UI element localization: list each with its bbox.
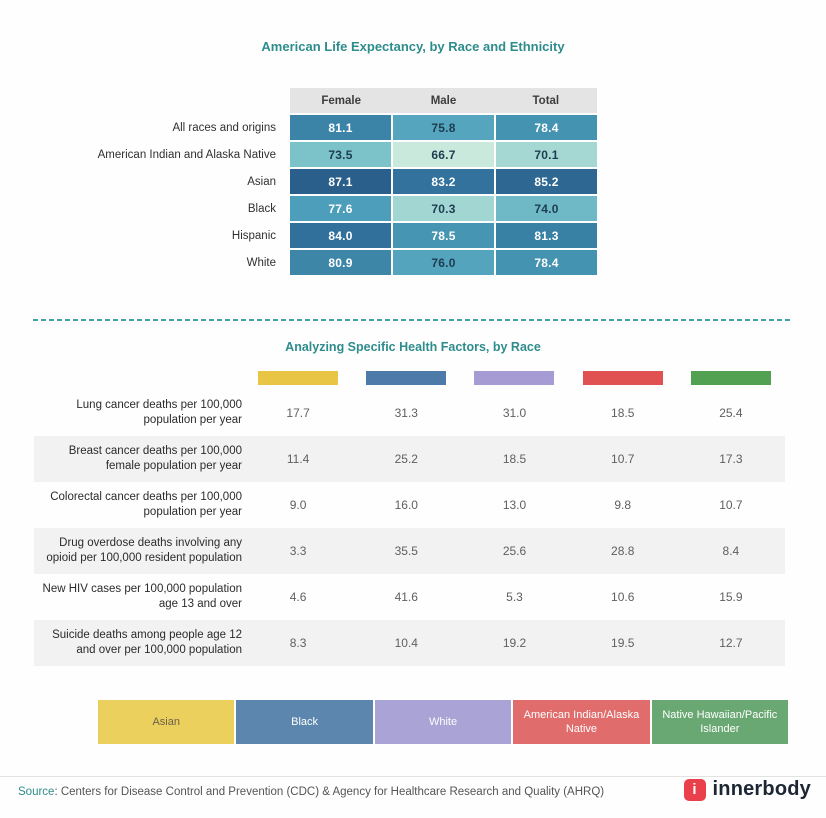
factor-value: 41.6 xyxy=(394,590,418,604)
innerbody-logo xyxy=(684,778,811,801)
factor-label: Drug overdose deaths involving any opioid per 100,000 resident population xyxy=(46,537,242,564)
factor-value: 9.8 xyxy=(614,498,632,512)
column-header-female: Female xyxy=(321,94,361,107)
heatmap-cell: 75.8 xyxy=(393,115,494,140)
health-factors-title: Analyzing Specific Health Factors, by Race xyxy=(285,340,541,354)
innerbody-icon: i xyxy=(684,779,706,801)
life-column-headers xyxy=(290,88,597,113)
heatmap-cell: 77.6 xyxy=(290,196,391,221)
column-color-bar-native-hawaiian-pacific-islander xyxy=(691,371,771,385)
column-color-bar-american-indian-alaska-native xyxy=(583,371,663,385)
heatmap-cell: 78.4 xyxy=(496,115,597,140)
legend-item-american-indian-alaska-native: American Indian/Alaska Native xyxy=(513,700,649,744)
heatmap-cell: 73.5 xyxy=(290,142,391,167)
dashed-divider xyxy=(33,319,793,321)
factor-value: 8.3 xyxy=(289,636,307,650)
factor-value: 19.5 xyxy=(611,636,635,650)
life-expectancy-table xyxy=(30,88,597,275)
heatmap-cell: 81.3 xyxy=(496,223,597,248)
heatmap-cell: 80.9 xyxy=(290,250,391,275)
heatmap-cell: 70.1 xyxy=(496,142,597,167)
heatmap-cell: 78.4 xyxy=(496,250,597,275)
heatmap-cell: 78.5 xyxy=(393,223,494,248)
heatmap-cell: 83.2 xyxy=(393,169,494,194)
factor-row xyxy=(34,390,785,436)
factor-value: 13.0 xyxy=(502,498,527,512)
source-text: : Centers for Disease Control and Prevention (CDC) & Agency for Healthcare Research and Quality (AHRQ) xyxy=(54,786,605,798)
factor-value: 18.5 xyxy=(611,406,635,420)
heatmap-cell: 76.0 xyxy=(393,250,494,275)
health-factors-table xyxy=(34,371,785,666)
row-label: Hispanic xyxy=(231,229,276,242)
factor-value: 18.5 xyxy=(502,452,527,466)
bar-cell xyxy=(677,371,785,385)
column-color-bar-white xyxy=(474,371,554,385)
life-header-spacer xyxy=(30,88,288,113)
factor-value: 9.0 xyxy=(289,498,307,512)
factor-value: 10.7 xyxy=(719,498,743,512)
factor-value: 10.6 xyxy=(611,590,635,604)
bar-cell xyxy=(352,371,460,385)
bar-cell xyxy=(244,371,352,385)
race-legend xyxy=(98,700,788,744)
factor-value: 12.7 xyxy=(719,636,743,650)
row-label: Black xyxy=(247,202,276,215)
row-label: White xyxy=(246,256,276,269)
bar-cell xyxy=(569,371,677,385)
factor-row xyxy=(34,574,785,620)
column-color-bar-black xyxy=(366,371,446,385)
factor-value: 17.7 xyxy=(286,406,310,420)
factor-label: New HIV cases per 100,000 population age 13 and over xyxy=(42,583,242,610)
heatmap-cell: 87.1 xyxy=(290,169,391,194)
factor-label: Breast cancer deaths per 100,000 female population per year xyxy=(68,445,242,472)
factor-value: 31.3 xyxy=(394,406,418,420)
innerbody-wordmark: innerbody xyxy=(712,778,811,800)
life-expectancy-title: American Life Expectancy, by Race and Ethnicity xyxy=(261,39,565,54)
factor-label: Colorectal cancer deaths per 100,000 population per year xyxy=(50,491,242,518)
factor-value: 5.3 xyxy=(506,590,523,604)
legend-item-asian: Asian xyxy=(98,700,234,744)
column-header-male: Male xyxy=(430,94,457,107)
source-attribution xyxy=(18,786,604,798)
factor-row xyxy=(34,482,785,528)
factor-label: Suicide deaths among people age 12 and over per 100,000 population xyxy=(52,629,242,656)
source-label: Source xyxy=(18,786,55,798)
factor-row xyxy=(34,436,785,482)
factor-value: 19.2 xyxy=(502,636,527,650)
heatmap-cell: 81.1 xyxy=(290,115,391,140)
factor-value: 35.5 xyxy=(394,544,418,558)
factor-value: 10.4 xyxy=(394,636,418,650)
factor-value: 25.6 xyxy=(502,544,527,558)
factor-value: 28.8 xyxy=(611,544,635,558)
factor-value: 10.7 xyxy=(611,452,635,466)
factor-value: 11.4 xyxy=(286,452,310,466)
factor-color-bars xyxy=(34,371,785,385)
factor-value: 17.3 xyxy=(719,452,743,466)
bar-spacer xyxy=(34,371,244,385)
factor-row xyxy=(34,620,785,666)
factor-value: 16.0 xyxy=(394,498,418,512)
legend-item-black: Black xyxy=(236,700,372,744)
factor-row xyxy=(34,528,785,574)
row-label: American Indian and Alaska Native xyxy=(97,148,276,161)
row-label: All races and origins xyxy=(172,121,276,134)
heatmap-cell: 74.0 xyxy=(496,196,597,221)
legend-item-native-hawaiian-pacific-islander: Native Hawaiian/Pacific Islander xyxy=(652,700,788,744)
column-header-total: Total xyxy=(532,94,560,107)
column-color-bar-asian xyxy=(258,371,338,385)
factor-value: 8.4 xyxy=(722,544,740,558)
factor-value: 3.3 xyxy=(289,544,307,558)
heatmap-cell: 85.2 xyxy=(496,169,597,194)
factor-value: 31.0 xyxy=(502,406,527,420)
heatmap-cell: 84.0 xyxy=(290,223,391,248)
footer-divider xyxy=(0,776,826,777)
factor-label: Lung cancer deaths per 100,000 population per year xyxy=(76,399,242,426)
heatmap-cell: 70.3 xyxy=(393,196,494,221)
factor-value: 4.6 xyxy=(289,590,307,604)
bar-cell xyxy=(460,371,568,385)
factor-value: 15.9 xyxy=(719,590,743,604)
heatmap-cell: 66.7 xyxy=(393,142,494,167)
factor-value: 25.4 xyxy=(719,406,743,420)
factor-value: 25.2 xyxy=(394,452,418,466)
legend-item-white: White xyxy=(375,700,511,744)
row-label: Asian xyxy=(247,175,276,188)
